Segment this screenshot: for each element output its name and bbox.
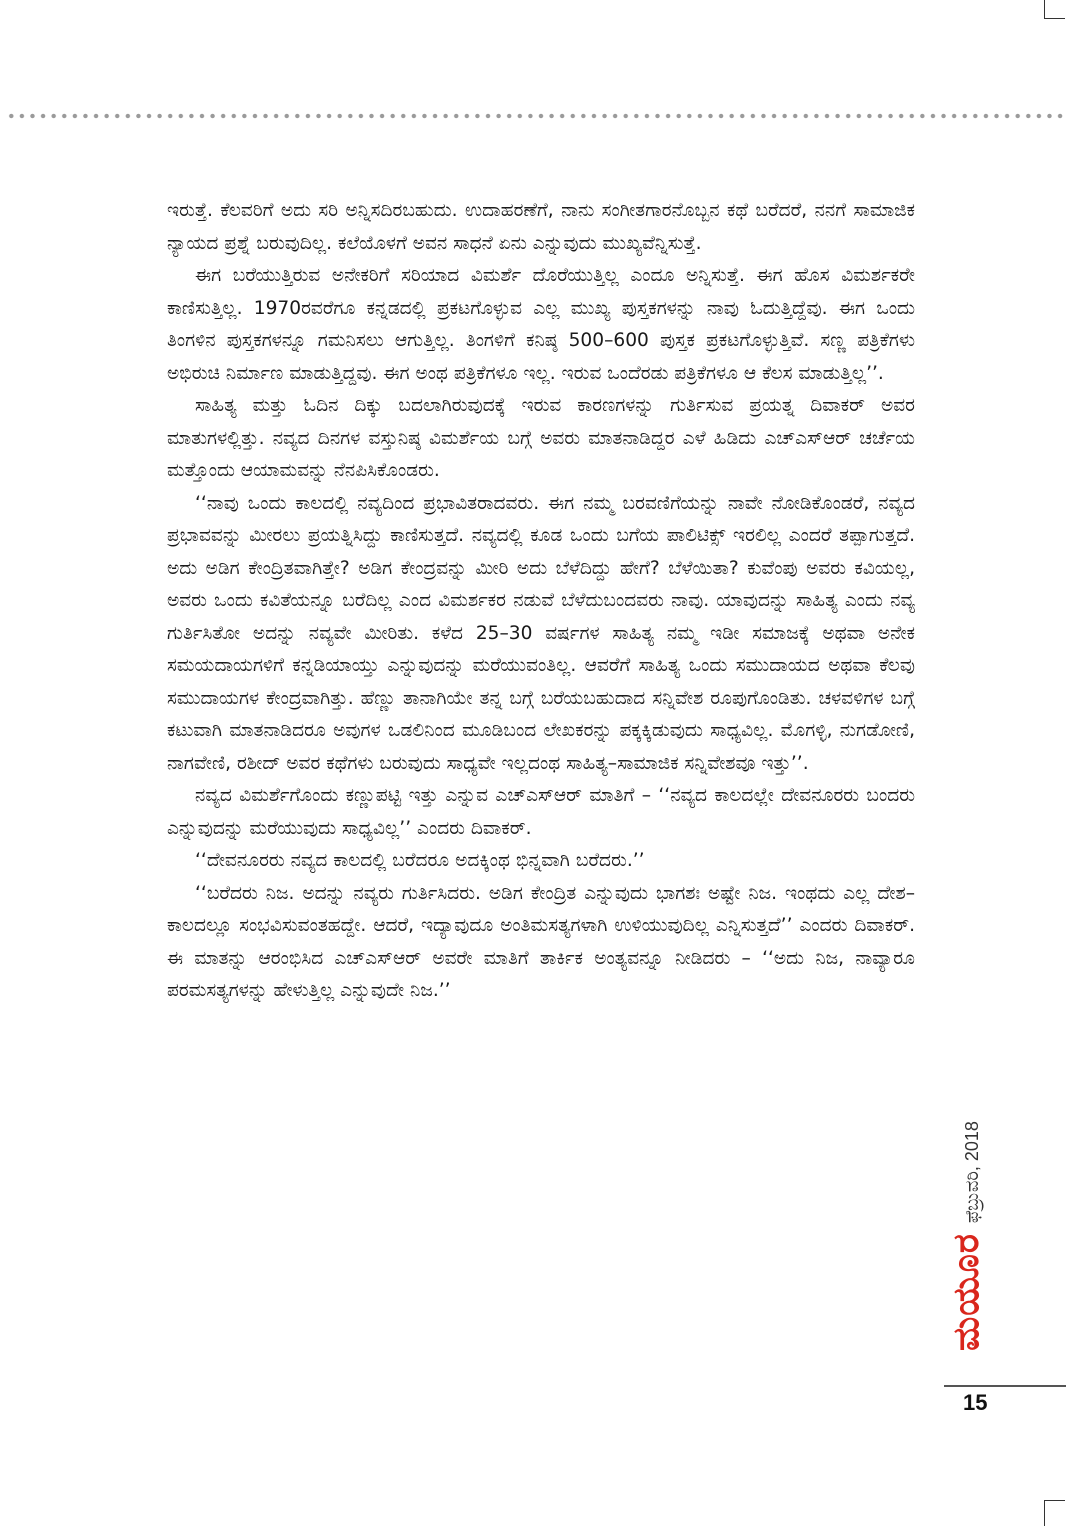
dotted-divider bbox=[6, 112, 1066, 120]
article-paragraph: ಇರುತ್ತೆ. ಕೆಲವರಿಗೆ ಅದು ಸರಿ ಅನ್ನಿಸದಿರಬಹುದು. ಉದಾಹರಣೆಗೆ, ನಾನು ಸಂಗೀತಗಾರನೊಬ್ಬನ ಕಥೆ ಬರೆದರೆ, ನನಗೆ ಸಾಮಾಜಿಕ ನ್ಯಾಯದ ಪ್ರಶ್ನೆ ಬರುವುದಿಲ್ಲ. ಕಲೆಯೊಳಗೆ ಅವನ ಸಾಧನೆ ಏನು ಎನ್ನುವುದು ಮುಖ್ಯವೆನ್ನಿಸುತ್ತೆ. bbox=[167, 200, 915, 254]
page-number: 15 bbox=[963, 1390, 988, 1415]
crop-mark-bottom bbox=[1044, 1500, 1065, 1526]
issue-date: ಫೆಬ್ರುವರಿ, 2018 bbox=[962, 1121, 983, 1224]
magazine-sidebar bbox=[942, 1100, 992, 1372]
article-paragraph: ‘‘ದೇವನೂರರು ನವ್ಯದ ಕಾಲದಲ್ಲಿ ಬರೆದರೂ ಅದಕ್ಕಿಂಥ ಭಿನ್ನವಾಗಿ ಬರೆದರು.’’ bbox=[195, 850, 645, 871]
article-paragraph: ‘‘ನಾವು ಒಂದು ಕಾಲದಲ್ಲಿ ನವ್ಯದಿಂದ ಪ್ರಭಾವಿತರಾದವರು. ಈಗ ನಮ್ಮ ಬರವಣಿಗೆಯನ್ನು ನಾವೇ ನೋಡಿಕೊಂಡರೆ, ನವ್ಯದ ಪ್ರಭಾವವನ್ನು ಮೀರಲು ಪ್ರಯತ್ನಿಸಿದ್ದು ಕಾಣಿಸುತ್ತದೆ. ನವ್ಯದಲ್ಲಿ ಕೂಡ ಒಂದು ಬಗೆಯ ಪಾಲಿಟಿಕ್ಸ್ ಇರಲಿಲ್ಲ ಎಂದರೆ ತಪ್ಪಾಗುತ್ತದೆ. ಅದು ಅಡಿಗ ಕೇಂದ್ರಿತವಾಗಿತ್ತೇ? ಅಡಿಗ ಕೇಂದ್ರವನ್ನು ಮೀರಿ ಅದು ಬೆಳೆದಿದ್ದು ಹೇಗೆ? ಬೆಳೆಯಿತಾ? ಕುವೆಂಪು ಅವರು ಕವಿಯಲ್ಲ, ಅವರು ಒಂದು ಕವಿತೆಯನ್ನೂ ಬರೆದಿಲ್ಲ ಎಂದ ವಿಮರ್ಶಕರ ನಡುವೆ ಬೆಳೆದುಬಂದವರು ನಾವು. ಯಾವುದನ್ನು ಸಾಹಿತ್ಯ ಎಂದು ನವ್ಯ ಗುರ್ತಿಸಿತೋ ಅದನ್ನು ನವ್ಯವೇ ಮೀರಿತು. ಕಳೆದ 25–30 ವರ್ಷಗಳ ಸಾಹಿತ್ಯ ನಮ್ಮ ಇಡೀ ಸಮಾಜಕ್ಕೆ ಅಥವಾ ಅನೇಕ ಸಮಯದಾಯಗಳಿಗೆ ಕನ್ನಡಿಯಾಯ್ತು ಎನ್ನುವುದನ್ನು ಮರೆಯುವಂತಿಲ್ಲ. ಆವರೆಗೆ ಸಾಹಿತ್ಯ ಒಂದು ಸಮುದಾಯದ ಅಥವಾ ಕೆಲವು ಸಮುದಾಯಗಳ ಕೇಂದ್ರವಾಗಿತ್ತು. ಹೆಣ್ಣು ತಾನಾಗಿಯೇ ತನ್ನ ಬಗ್ಗೆ ಬರೆಯಬಹುದಾದ ಸನ್ನಿವೇಶ ರೂಪುಗೊಂಡಿತು. ಚಳವಳಿಗಳ ಬಗ್ಗೆ ಕಟುವಾಗಿ ಮಾತನಾಡಿದರೂ ಅವುಗಳ ಒಡಲಿನಿಂದ ಮೂಡಿಬಂದ ಲೇಖಕರನ್ನು ಪಕ್ಕಕ್ಕಿಡುವುದು ಸಾಧ್ಯವಿಲ್ಲ. ಮೊಗಳ್ಳಿ, ನುಗಡೋಣಿ, ನಾಗವೇಣಿ, ರಶೀದ್ ಅವರ ಕಥೆಗಳು ಬರುವುದು ಸಾಧ್ಯವೇ ಇಲ್ಲದಂಥ ಸಾಹಿತ್ಯ–ಸಾಮಾಜಿಕ ಸನ್ನಿವೇಶವೂ ಇತ್ತು’’. bbox=[167, 492, 915, 774]
article-body bbox=[167, 195, 915, 1008]
article-paragraph: ‘‘ಬರೆದರು ನಿಜ. ಅದನ್ನು ನವ್ಯರು ಗುರ್ತಿಸಿದರು. ಅಡಿಗ ಕೇಂದ್ರಿತ ಎನ್ನುವುದು ಭಾಗಶಃ ಅಷ್ಟೇ ನಿಜ. ಇಂಥದು ಎಲ್ಲ ದೇಶ–ಕಾಲದಲ್ಲೂ ಸಂಭವಿಸುವಂತಹದ್ದೇ. ಆದರೆ, ಇದ್ಯಾವುದೂ ಅಂತಿಮಸತ್ಯಗಳಾಗಿ ಉಳಿಯುವುದಿಲ್ಲ ಎನ್ನಿಸುತ್ತದೆ’’ ಎಂದರು ದಿವಾಕರ್. ಈ ಮಾತನ್ನು ಆರಂಭಿಸಿದ ಎಚ್‌ಎಸ್‌ಆರ್ ಅವರೇ ಮಾತಿಗೆ ತಾರ್ಕಿಕ ಅಂತ್ಯವನ್ನೂ ನೀಡಿದರು – ‘‘ಅದು ನಿಜ, ನಾವ್ಯಾರೂ ಪರಮಸತ್ಯಗಳನ್ನು ಹೇಳುತ್ತಿಲ್ಲ ಎನ್ನುವುದೇ ನಿಜ.’’ bbox=[167, 882, 915, 1001]
article-paragraph: ಸಾಹಿತ್ಯ ಮತ್ತು ಓದಿನ ದಿಕ್ಕು ಬದಲಾಗಿರುವುದಕ್ಕೆ ಇರುವ ಕಾರಣಗಳನ್ನು ಗುರ್ತಿಸುವ ಪ್ರಯತ್ನ ದಿವಾಕರ್ ಅವರ ಮಾತುಗಳಲ್ಲಿತ್ತು. ನವ್ಯದ ದಿನಗಳ ವಸ್ತುನಿಷ್ಠ ವಿಮರ್ಶೆಯ ಬಗ್ಗೆ ಅವರು ಮಾತನಾಡಿದ್ದರ ಎಳೆ ಹಿಡಿದು ಎಚ್‌ಎಸ್‌ಆರ್ ಚರ್ಚೆಯ ಮತ್ತೊಂದು ಆಯಾಮವನ್ನು ನೆನಪಿಸಿಕೊಂಡರು. bbox=[167, 395, 915, 481]
page-number-rule bbox=[944, 1385, 1066, 1387]
crop-mark-top bbox=[1044, 0, 1065, 19]
magazine-logo: ಮಯೂರ bbox=[946, 1233, 988, 1351]
article-paragraph: ಈಗ ಬರೆಯುತ್ತಿರುವ ಅನೇಕರಿಗೆ ಸರಿಯಾದ ವಿಮರ್ಶೆ ದೊರೆಯುತ್ತಿಲ್ಲ ಎಂದೂ ಅನ್ನಿಸುತ್ತೆ. ಈಗ ಹೊಸ ವಿಮರ್ಶಕರೇ ಕಾಣಿಸುತ್ತಿಲ್ಲ. 1970ರವರೆಗೂ ಕನ್ನಡದಲ್ಲಿ ಪ್ರಕಟಗೊಳ್ಳುವ ಎಲ್ಲ ಮುಖ್ಯ ಪುಸ್ತಕಗಳನ್ನು ನಾವು ಓದುತ್ತಿದ್ದೆವು. ಈಗ ಒಂದು ತಿಂಗಳಿನ ಪುಸ್ತಕಗಳನ್ನೂ ಗಮನಿಸಲು ಆಗುತ್ತಿಲ್ಲ. ತಿಂಗಳಿಗೆ ಕನಿಷ್ಠ 500–600 ಪುಸ್ತಕ ಪ್ರಕಟಗೊಳ್ಳುತ್ತಿವೆ. ಸಣ್ಣ ಪತ್ರಿಕೆಗಳು ಅಭಿರುಚಿ ನಿರ್ಮಾಣ ಮಾಡುತ್ತಿದ್ದವು. ಈಗ ಅಂಥ ಪತ್ರಿಕೆಗಳೂ ಇಲ್ಲ. ಇರುವ ಒಂದೆರಡು ಪತ್ರಿಕೆಗಳೂ ಆ ಕೆಲಸ ಮಾಡುತ್ತಿಲ್ಲ’’. bbox=[167, 265, 915, 384]
article-paragraph: ನವ್ಯದ ವಿಮರ್ಶೆಗೊಂದು ಕಣ್ಣುಪಟ್ಟಿ ಇತ್ತು ಎನ್ನುವ ಎಚ್‌ಎಸ್‌ಆರ್ ಮಾತಿಗೆ – ‘‘ನವ್ಯದ ಕಾಲದಲ್ಲೇ ದೇವನೂರರು ಬಂದರು ಎನ್ನುವುದನ್ನು ಮರೆಯುವುದು ಸಾಧ್ಯವಿಲ್ಲ’’ ಎಂದರು ದಿವಾಕರ್. bbox=[167, 785, 915, 839]
